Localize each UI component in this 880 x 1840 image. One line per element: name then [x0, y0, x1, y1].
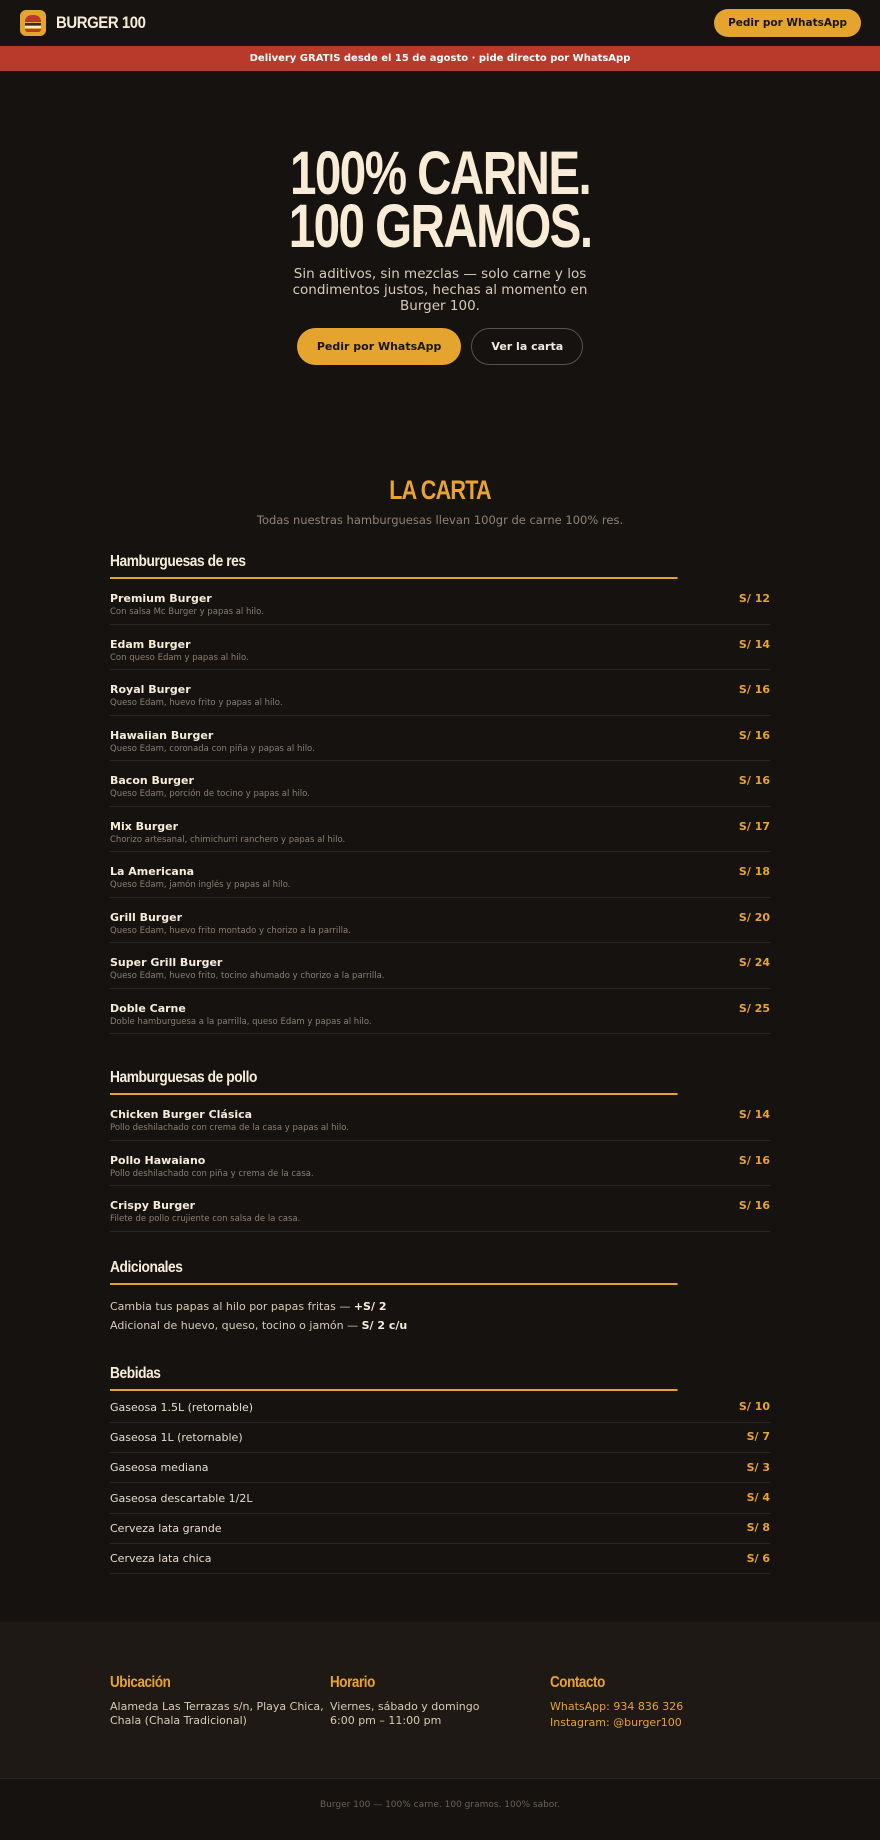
- extra-toppings: [110, 1316, 770, 1335]
- drinks-list: [110, 1391, 770, 1575]
- menu-item-price: S/ 16: [738, 683, 770, 696]
- drink-item: [110, 1453, 770, 1483]
- menu-item-info: [110, 638, 249, 664]
- menu-item-info: [110, 592, 264, 618]
- footer-hours-time: 6:00 pm – 11:00 pm: [330, 1714, 442, 1728]
- view-menu-button[interactable]: Ver la carta: [471, 328, 583, 365]
- extra-fries-price: +S/ 2: [353, 1299, 387, 1313]
- menu-title: LA CARTA: [389, 475, 491, 505]
- drink-price: S/ 4: [746, 1491, 770, 1505]
- extras-heading: Adicionales: [110, 1259, 678, 1285]
- menu-item-name: La Americana: [110, 865, 195, 878]
- drink-price: S/ 7: [746, 1430, 770, 1444]
- drink-name: Cerveza lata chica: [110, 1552, 212, 1566]
- menu-item-description: Queso Edam, huevo frito y papas al hilo.: [110, 698, 283, 708]
- extra-fries: [110, 1297, 770, 1316]
- menu-item-name: Hawaiian Burger: [110, 728, 214, 742]
- menu-item-price: S/ 25: [738, 1001, 770, 1015]
- menu-item-name: Doble Carne: [110, 1001, 186, 1015]
- menu-item-name: Edam Burger: [110, 637, 191, 651]
- hero-title: [288, 139, 592, 260]
- hero-title-line1: 100% CARNE.: [289, 139, 591, 207]
- footer-address-line1: Alameda Las Terrazas s/n, Playa Chica,: [110, 1700, 324, 1714]
- menu-item-name: Premium Burger: [110, 592, 212, 605]
- menu-item-price: S/ 17: [738, 819, 770, 833]
- menu-section: [110, 430, 770, 1622]
- chicken-burgers-list: [110, 1095, 770, 1232]
- whatsapp-order-button[interactable]: Pedir por WhatsApp: [714, 9, 861, 37]
- menu-item-name: Royal Burger: [110, 683, 191, 696]
- copyright-text: Burger 100 — 100% carne. 100 gramos. 100% sabor.: [319, 1799, 561, 1810]
- chicken-burgers-heading: Hamburguesas de pollo: [110, 1069, 678, 1095]
- menu-item-description: Doble hamburguesa a la parrilla, queso Edam y papas al hilo.: [110, 1016, 372, 1027]
- menu-item-description: Con salsa Mc Burger y papas al hilo.: [110, 607, 264, 617]
- extra-toppings-text: Adicional de huevo, queso, tocino o jamón —: [110, 1318, 362, 1332]
- menu-item-description: Pollo deshilachado con crema de la casa y papas al hilo.: [110, 1123, 349, 1133]
- site-header: [0, 0, 880, 46]
- hero-subtitle: Sin aditivos, sin mezclas — solo carne y los condimentos justos, hechas al momento en Burger 100.: [292, 266, 588, 314]
- menu-item-description: Queso Edam, huevo frito, tocino ahumado y chorizo a la parrilla.: [110, 971, 385, 981]
- menu-item-price: S/ 12: [738, 592, 770, 605]
- menu-item-info: [110, 911, 351, 937]
- menu-intro: Todas nuestras hamburguesas llevan 100gr de carne 100% res.: [256, 513, 624, 527]
- delivery-banner: [0, 46, 880, 71]
- beef-burgers-section: [110, 553, 770, 1034]
- footer-address-line2: Chala (Chala Tradicional): [110, 1714, 247, 1728]
- menu-item: [110, 852, 770, 898]
- menu-item-price: S/ 16: [738, 774, 770, 787]
- drink-price: S/ 10: [738, 1400, 770, 1414]
- menu-item-info: [110, 683, 283, 709]
- menu-item-description: Queso Edam, coronada con piña y papas al hilo.: [110, 743, 315, 754]
- beef-burgers-heading: Hamburguesas de res: [110, 553, 678, 579]
- drink-price: S/ 8: [746, 1521, 770, 1535]
- menu-item-description: Chorizo artesanal, chimichurri ranchero y papas al hilo.: [110, 834, 346, 845]
- menu-item: [110, 716, 770, 762]
- menu-item-description: Queso Edam, jamón inglés y papas al hilo.: [110, 880, 291, 890]
- whatsapp-link[interactable]: WhatsApp: 934 836 326: [550, 1700, 684, 1714]
- drink-item: [110, 1514, 770, 1544]
- footer-hours-text: [330, 1700, 550, 1728]
- instagram-link[interactable]: Instagram: @burger100: [550, 1716, 682, 1730]
- footer-hours-heading: Horario: [330, 1674, 375, 1692]
- menu-item-name: Crispy Burger: [110, 1199, 196, 1212]
- drink-item: [110, 1483, 770, 1513]
- beef-burgers-list: [110, 579, 770, 1034]
- drink-name: Gaseosa 1L (retornable): [110, 1430, 243, 1444]
- footer-hours: [330, 1674, 550, 1778]
- hero-whatsapp-button[interactable]: Pedir por WhatsApp: [297, 328, 462, 365]
- menu-item-price: S/ 14: [738, 637, 770, 651]
- menu-item-info: [110, 774, 310, 800]
- menu-item-description: Filete de pollo crujiente con salsa de la casa.: [110, 1214, 301, 1224]
- hero: [0, 71, 880, 430]
- menu-item-price: S/ 16: [738, 1153, 770, 1167]
- menu-item-info: [110, 1154, 314, 1180]
- menu-item-info: [110, 1108, 349, 1134]
- brand[interactable]: [20, 10, 158, 36]
- menu-item: [110, 579, 770, 625]
- menu-item-name: Mix Burger: [110, 819, 179, 833]
- copyright: [0, 1779, 880, 1830]
- footer-address: [110, 1700, 330, 1728]
- extras-section: [110, 1259, 770, 1335]
- menu-item-price: S/ 16: [738, 1199, 770, 1212]
- menu-item-info: [110, 865, 291, 891]
- menu-item: [110, 670, 770, 716]
- footer-contact: [550, 1674, 770, 1778]
- drink-name: Gaseosa mediana: [110, 1461, 209, 1475]
- menu-item-name: Pollo Hawaiano: [110, 1153, 206, 1167]
- menu-item-info: [110, 1199, 300, 1225]
- drink-item: [110, 1544, 770, 1574]
- site-footer: [0, 1622, 880, 1779]
- menu-item: [110, 989, 770, 1035]
- drink-name: Gaseosa 1.5L (retornable): [110, 1400, 254, 1414]
- footer-location: [110, 1674, 330, 1778]
- menu-item-price: S/ 24: [738, 956, 770, 969]
- drink-price: S/ 3: [746, 1460, 770, 1474]
- footer-contact-heading: Contacto: [550, 1674, 605, 1692]
- menu-item: [110, 807, 770, 853]
- extra-toppings-price: S/ 2 c/u: [361, 1318, 408, 1332]
- menu-item-name: Bacon Burger: [110, 774, 194, 787]
- menu-item: [110, 943, 770, 989]
- menu-item-description: Pollo deshilachado con piña y crema de la casa.: [110, 1168, 314, 1179]
- menu-item: [110, 1186, 770, 1232]
- menu-item-info: [110, 820, 345, 846]
- menu-item-description: Con queso Edam y papas al hilo.: [110, 652, 249, 663]
- drink-name: Gaseosa descartable 1/2L: [110, 1491, 253, 1505]
- chicken-burgers-section: [110, 1069, 770, 1232]
- menu-item: [110, 625, 770, 671]
- menu-item-info: [110, 956, 384, 982]
- banner-text: Delivery GRATIS desde el 15 de agosto · pide directo por WhatsApp: [249, 53, 631, 64]
- drink-name: Cerveza lata grande: [110, 1521, 222, 1535]
- menu-item-description: Queso Edam, porción de tocino y papas al hilo.: [110, 789, 310, 799]
- menu-item-price: S/ 14: [738, 1108, 770, 1121]
- drink-item: [110, 1423, 770, 1453]
- hero-title-line2: 100 GRAMOS.: [288, 192, 592, 260]
- menu-item-description: Queso Edam, huevo frito montado y chorizo a la parrilla.: [110, 925, 351, 936]
- drink-price: S/ 6: [746, 1551, 770, 1565]
- menu-item: [110, 898, 770, 944]
- drinks-heading: Bebidas: [110, 1365, 678, 1391]
- menu-item: [110, 1095, 770, 1141]
- menu-item: [110, 761, 770, 807]
- extras-list: [110, 1285, 770, 1335]
- menu-item-price: S/ 18: [738, 865, 770, 878]
- menu-item-price: S/ 20: [738, 910, 770, 924]
- menu-item-name: Grill Burger: [110, 910, 182, 924]
- menu-item-info: [110, 1002, 372, 1028]
- menu-item-name: Chicken Burger Clásica: [110, 1108, 253, 1121]
- drinks-section: [110, 1365, 770, 1575]
- brand-name: BURGER 100: [56, 13, 146, 32]
- menu-item-name: Super Grill Burger: [110, 956, 223, 969]
- extra-fries-text: Cambia tus papas al hilo por papas fritas —: [110, 1299, 354, 1313]
- menu-item-info: [110, 729, 315, 755]
- footer-location-heading: Ubicación: [110, 1674, 171, 1692]
- footer-hours-days: Viernes, sábado y domingo: [330, 1700, 480, 1714]
- menu-item: [110, 1141, 770, 1187]
- burger-icon: [20, 10, 46, 36]
- hero-actions: [297, 328, 583, 365]
- footer-contact-links: [550, 1699, 770, 1731]
- drink-item: [110, 1393, 770, 1423]
- menu-item-price: S/ 16: [738, 728, 770, 742]
